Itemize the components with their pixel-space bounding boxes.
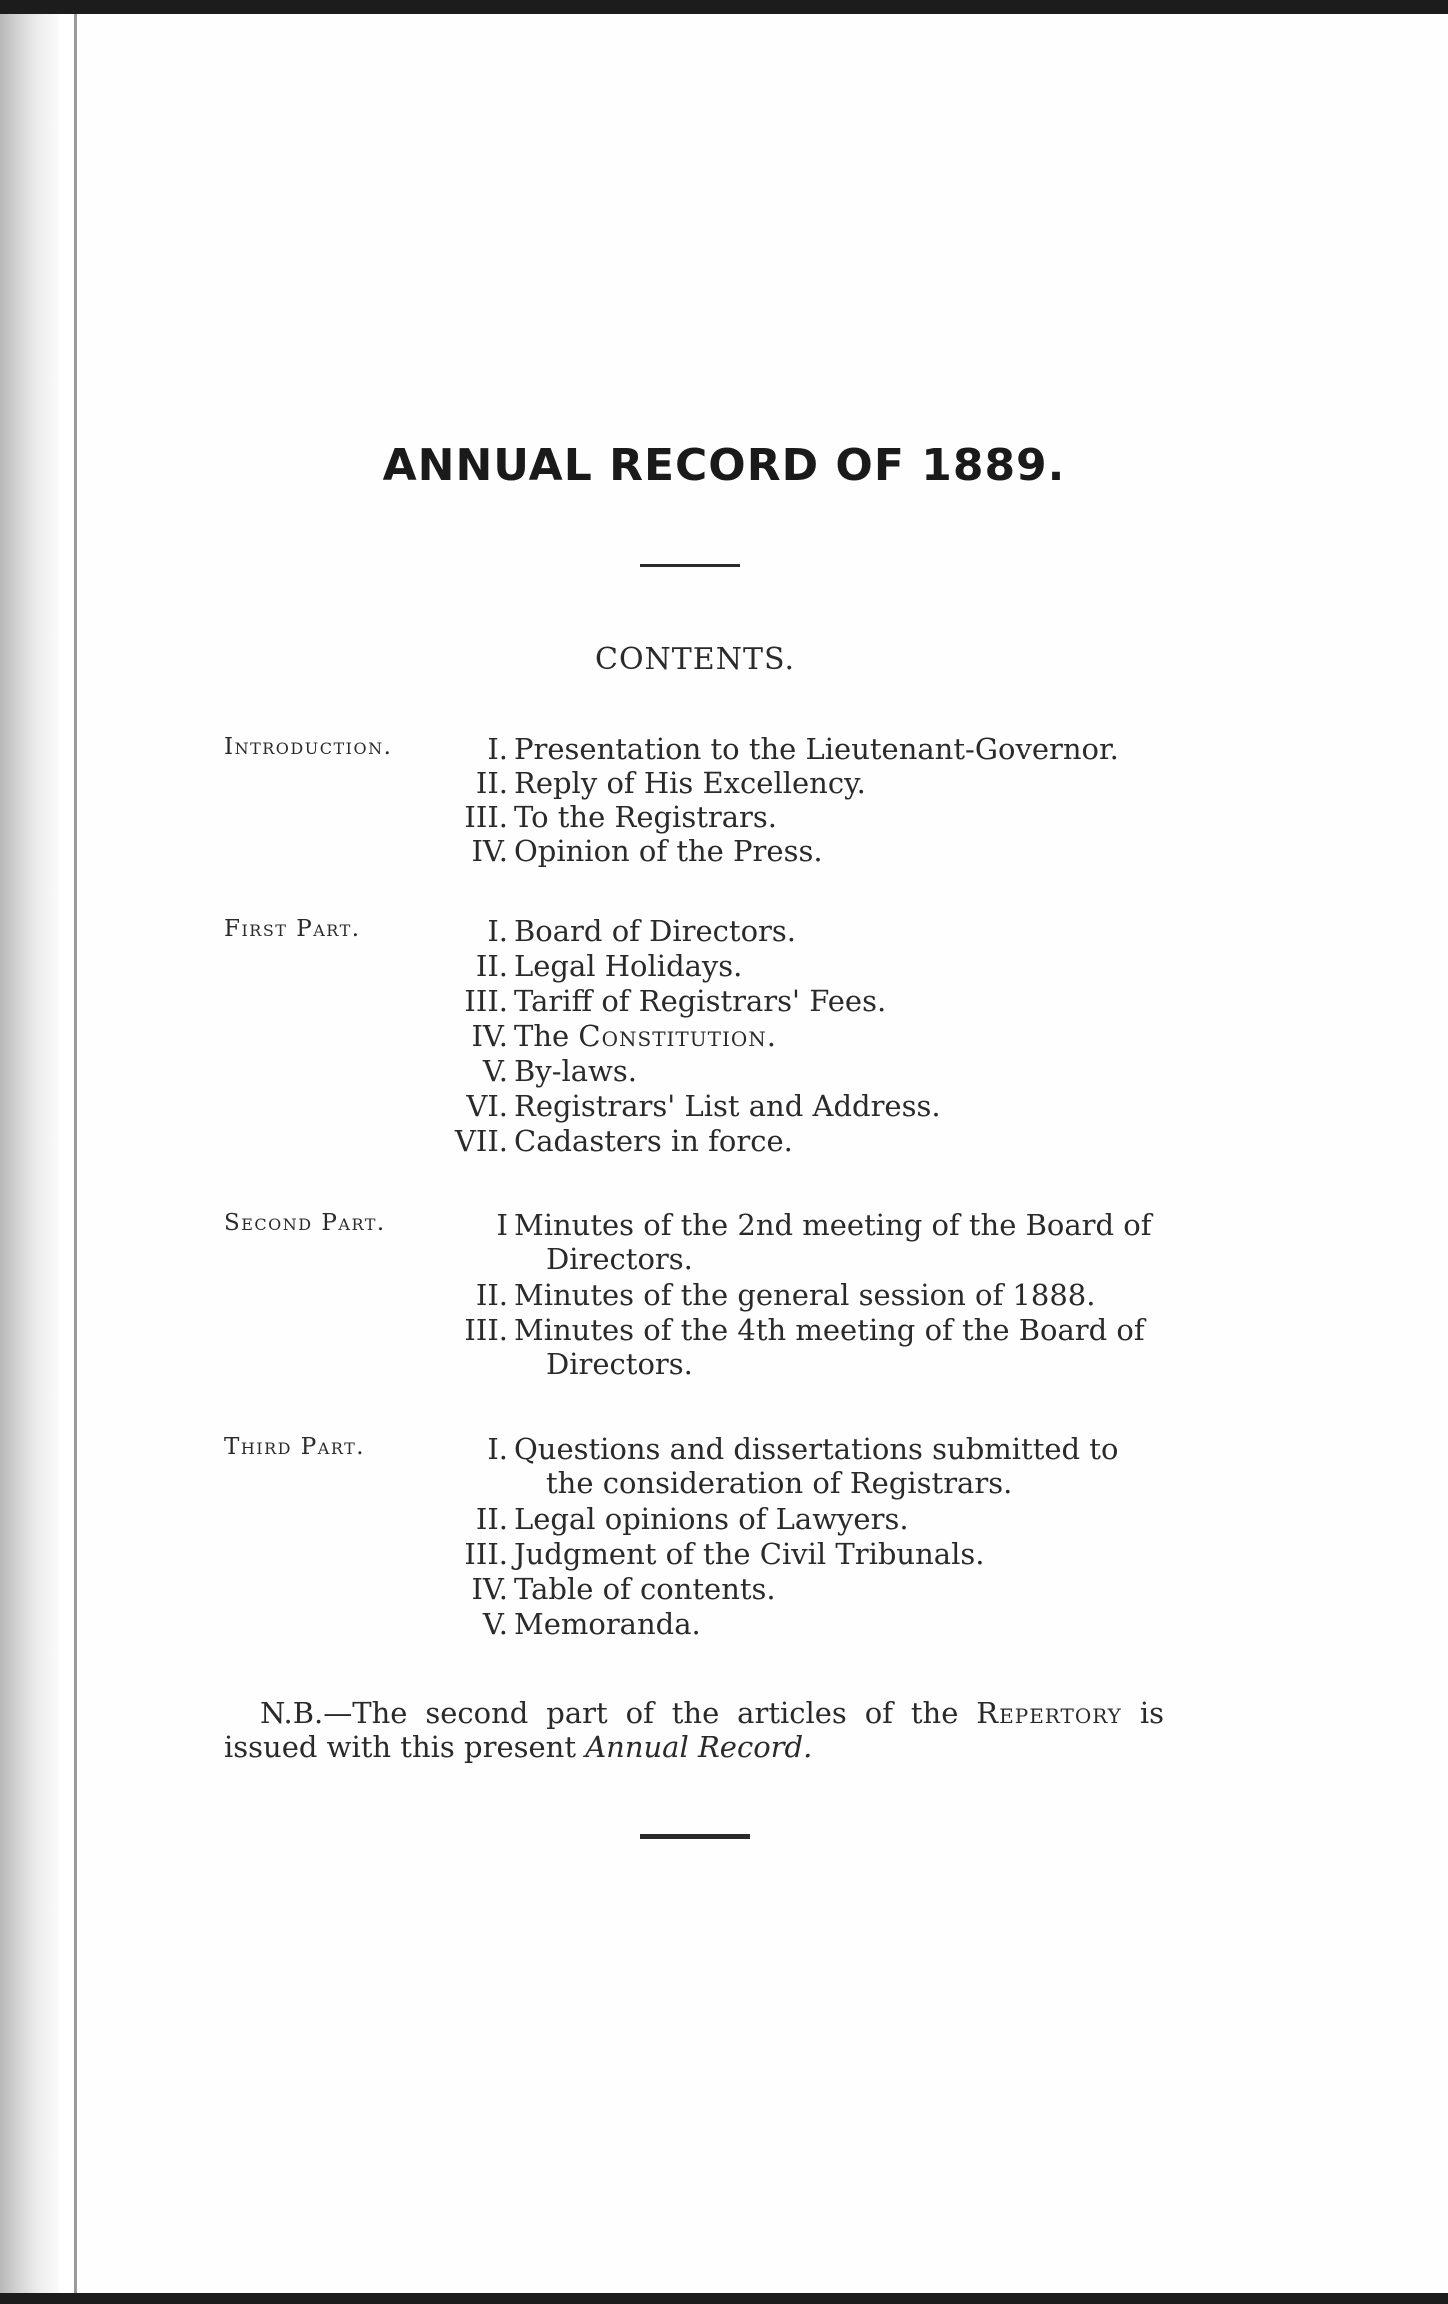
list-item xyxy=(0,800,1448,836)
item-text: Minutes of the general session of 1888. xyxy=(514,1278,1096,1312)
scan-border-top xyxy=(0,0,1448,14)
note-prefix: N.B.—The second part of the articles of the xyxy=(260,1696,959,1730)
list-item xyxy=(0,1502,1448,1538)
item-number: VI. xyxy=(466,1089,508,1123)
list-item xyxy=(0,1572,1448,1608)
item-number: I. xyxy=(487,914,508,948)
note-middle: is issued with this present xyxy=(224,1696,1164,1764)
list-item xyxy=(0,1054,1448,1090)
item-text-wrapper xyxy=(514,1208,1174,1276)
item-text: The xyxy=(514,1019,570,1053)
list-item xyxy=(0,834,1448,870)
item-text-smallcaps: Constitution. xyxy=(578,1019,777,1053)
list-item xyxy=(0,984,1448,1020)
section-label: Second Part. xyxy=(224,1210,386,1236)
item-number: III. xyxy=(464,984,508,1018)
item-number: I. xyxy=(487,732,508,766)
item-text: To the Registrars. xyxy=(514,800,777,834)
item-number: II. xyxy=(475,949,508,983)
note-repertory: Repertory xyxy=(976,1696,1122,1730)
item-number: II. xyxy=(475,1502,508,1536)
page-title: ANNUAL RECORD OF 1889. xyxy=(382,440,1066,491)
list-item xyxy=(0,1313,1448,1381)
scan-border-bottom xyxy=(0,2293,1448,2304)
end-divider xyxy=(640,1834,750,1839)
item-text-wrapper xyxy=(514,1432,1174,1500)
item-text-continuation: Directors. xyxy=(546,1242,693,1276)
list-item xyxy=(0,1089,1448,1125)
item-number: II. xyxy=(475,1278,508,1312)
list-item xyxy=(0,732,1448,768)
item-text-continuation: the consideration of Registrars. xyxy=(546,1466,1013,1500)
list-item xyxy=(0,766,1448,802)
item-number: III. xyxy=(464,1313,508,1347)
item-text-wrapper xyxy=(514,1313,1174,1381)
item-text: Reply of His Excellency. xyxy=(514,766,866,800)
item-text: Table of contents. xyxy=(514,1572,776,1606)
list-item xyxy=(0,1607,1448,1643)
item-text: Minutes of the 4th meeting of the Board of xyxy=(514,1313,1145,1347)
item-text: Questions and dissertations submitted to xyxy=(514,1432,1119,1466)
list-item xyxy=(0,1278,1448,1314)
title-divider xyxy=(640,564,740,567)
item-number: V. xyxy=(482,1054,508,1088)
item-number: II. xyxy=(475,766,508,800)
section-label: First Part. xyxy=(224,916,361,942)
item-text: By-laws. xyxy=(514,1054,637,1088)
item-number: IV. xyxy=(471,1572,508,1606)
item-text: Legal Holidays. xyxy=(514,949,743,983)
item-text: Presentation to the Lieutenant-Governor. xyxy=(514,732,1119,766)
item-text-continuation: Directors. xyxy=(546,1347,693,1381)
list-item xyxy=(0,1019,1448,1055)
item-text: Board of Directors. xyxy=(514,914,796,948)
item-number: III. xyxy=(464,800,508,834)
item-number: I. xyxy=(487,1432,508,1466)
list-item xyxy=(0,914,1448,950)
item-text: Judgment of the Civil Tribunals. xyxy=(514,1537,985,1571)
item-number: VII. xyxy=(454,1124,508,1158)
section-label: Introduction. xyxy=(224,734,393,760)
list-item xyxy=(0,1124,1448,1160)
item-number: IV. xyxy=(471,834,508,868)
item-text: Opinion of the Press. xyxy=(514,834,823,868)
item-number: I xyxy=(496,1208,508,1242)
list-item xyxy=(0,949,1448,985)
list-item xyxy=(0,1208,1448,1276)
section-label: Third Part. xyxy=(224,1434,366,1460)
item-number: III. xyxy=(464,1537,508,1571)
item-text: Registrars' List and Address. xyxy=(514,1089,941,1123)
contents-heading: CONTENTS. xyxy=(595,642,795,677)
list-item xyxy=(0,1432,1448,1500)
item-text: Minutes of the 2nd meeting of the Board of xyxy=(514,1208,1152,1242)
nota-bene xyxy=(224,1696,1164,1764)
item-text: Legal opinions of Lawyers. xyxy=(514,1502,909,1536)
item-text: Cadasters in force. xyxy=(514,1124,793,1158)
note-annual-record: Annual Record. xyxy=(585,1730,813,1764)
item-number: V. xyxy=(482,1607,508,1641)
item-text: Memoranda. xyxy=(514,1607,701,1641)
item-number: IV. xyxy=(471,1019,508,1053)
item-text: Tariff of Registrars' Fees. xyxy=(514,984,887,1018)
item-text-wrapper xyxy=(514,1019,1174,1053)
list-item xyxy=(0,1537,1448,1573)
